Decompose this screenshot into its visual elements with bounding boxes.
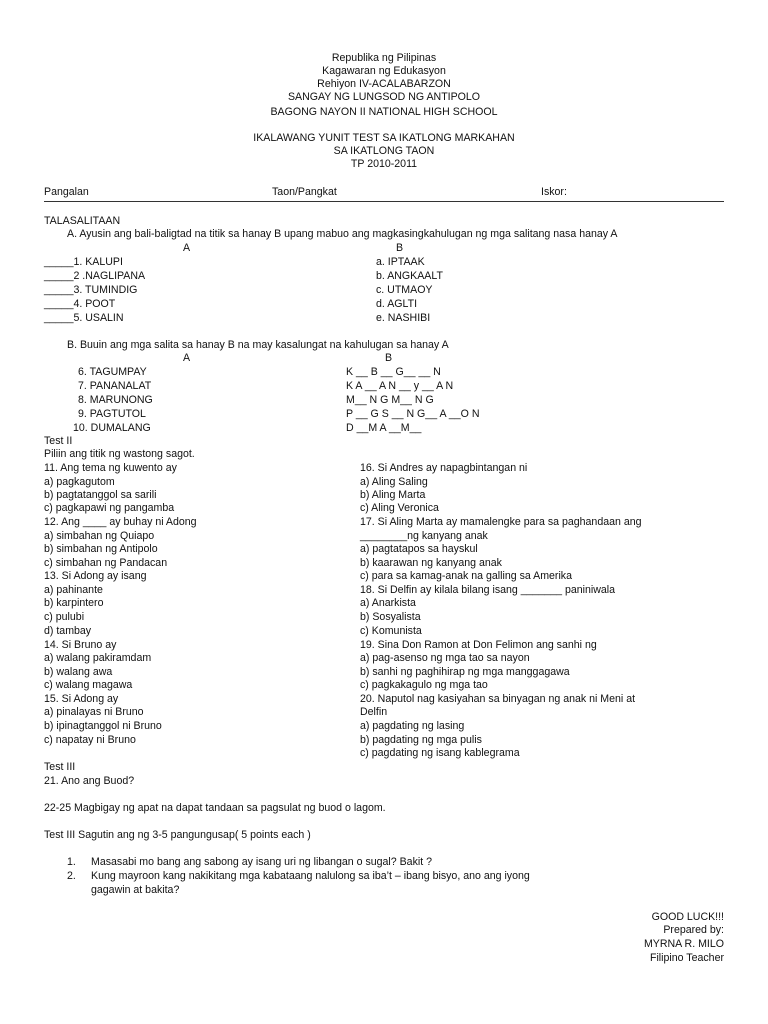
header-divider bbox=[44, 201, 724, 202]
part-b-item-9: 9. PAGTUTOL bbox=[78, 408, 146, 420]
republic-line: Republika ng Pilipinas bbox=[331, 52, 437, 64]
test-2-right-line: a) Aling Saling bbox=[360, 476, 428, 488]
prepared-by-label: Prepared by: bbox=[663, 924, 724, 936]
test-2-left-line: c) simbahan ng Pandacan bbox=[44, 557, 168, 569]
test-2-right-line: ________ng kanyang anak bbox=[360, 530, 488, 542]
part-b-item-6: 6. TAGUMPAY bbox=[78, 366, 147, 378]
test-2-left-line: b) walang awa bbox=[44, 666, 113, 678]
test-3-title: Test III bbox=[44, 761, 76, 773]
essay-item-number: 2. bbox=[67, 870, 76, 882]
test-2-left-line: d) tambay bbox=[44, 625, 92, 637]
part-b-answer-6: K __ B __ G__ __ N bbox=[346, 366, 441, 378]
part-a-column-a-heading: A bbox=[183, 242, 191, 254]
department-line: Kagawaran ng Edukasyon bbox=[322, 65, 446, 77]
test-2-left-line: 11. Ang tema ng kuwento ay bbox=[44, 462, 177, 474]
essay-item-number: 1. bbox=[67, 856, 76, 868]
region-line: Rehiyon IV-ACALABARZON bbox=[317, 78, 451, 90]
test-2-left-line: a) pinalayas ni Bruno bbox=[44, 706, 144, 718]
test-2-right-line: b) Sosyalista bbox=[360, 611, 421, 623]
part-b-answer-8: M__ N G M__ N G bbox=[346, 394, 434, 406]
part-a-item-5: _____5. USALIN bbox=[44, 312, 124, 324]
score-label: Iskor: bbox=[541, 186, 567, 198]
essay-question-2-continued: gagawin at bakita? bbox=[91, 884, 180, 896]
test-2-left-line: a) pahinante bbox=[44, 584, 103, 596]
test-2-right-line: c) para sa kamag-anak na galling sa Amerika bbox=[360, 570, 572, 582]
test-2-right-line: b) pagdating ng mga pulis bbox=[360, 734, 482, 746]
part-b-item-7: 7. PANANALAT bbox=[78, 380, 152, 392]
test-2-right-line: c) pagkakagulo ng mga tao bbox=[360, 679, 488, 691]
part-a-choice-a: a. IPTAAK bbox=[376, 256, 425, 268]
test-2-left-line: c) pagkapawi ng pangamba bbox=[44, 502, 175, 514]
test-2-title: Test II bbox=[44, 435, 73, 447]
test-2-right-line: 18. Si Delfin ay kilala bilang isang _______ paniniwala bbox=[360, 584, 616, 596]
part-a-choice-b: b. ANGKAALT bbox=[376, 270, 443, 282]
test-2-right-line: c) Aling Veronica bbox=[360, 502, 439, 514]
test-2-left-line: 12. Ang ____ ay buhay ni Adong bbox=[44, 516, 197, 528]
part-b-instruction: B. Buuin ang mga salita sa hanay B na may kasalungat na kahulugan sa hanay A bbox=[67, 339, 449, 351]
teacher-name: MYRNA R. MILO bbox=[643, 938, 724, 950]
test-2-left-line: b) ipinagtanggol ni Bruno bbox=[44, 720, 162, 732]
test-2-right-line: b) Aling Marta bbox=[360, 489, 426, 501]
part-a-item-1: _____1. KALUPI bbox=[44, 256, 123, 268]
question-22-25: 22-25 Magbigay ng apat na dapat tandaan sa pagsulat ng buod o lagom. bbox=[44, 802, 386, 814]
part-a-instruction: A. Ayusin ang bali-baligtad na titik sa hanay B upang mabuo ang magkasingkahulugan ng mga salitang nasa hanay A bbox=[67, 228, 618, 240]
test-2-left-line: 13. Si Adong ay isang bbox=[44, 570, 147, 582]
test-2-right-line: c) pagdating ng isang kablegrama bbox=[360, 747, 520, 759]
test-2-right-line: Delfin bbox=[360, 706, 388, 718]
test-2-right-line: a) Anarkista bbox=[360, 597, 416, 609]
test-2-right-line: 17. Si Aling Marta ay mamalengke para sa paghandaan ang bbox=[360, 516, 642, 528]
question-21: 21. Ano ang Buod? bbox=[44, 775, 135, 787]
part-a-column-b-heading: B bbox=[396, 242, 404, 254]
school-name: BAGONG NAYON II NATIONAL HIGH SCHOOL bbox=[270, 106, 498, 118]
test-2-right-line: 16. Si Andres ay napagbintangan ni bbox=[360, 462, 528, 474]
test-2-left-line: b) simbahan ng Antipolo bbox=[44, 543, 158, 555]
year-section-label: Taon/Pangkat bbox=[272, 186, 337, 198]
school-year: TP 2010-2011 bbox=[350, 158, 418, 170]
test-2-left-line: b) karpintero bbox=[44, 597, 104, 609]
test-2-left-line: a) walang pakiramdam bbox=[44, 652, 152, 664]
test-title: IKALAWANG YUNIT TEST SA IKATLONG MARKAHAN bbox=[253, 132, 515, 144]
good-luck-note: GOOD LUCK!!! bbox=[651, 911, 724, 923]
teacher-role: Filipino Teacher bbox=[649, 952, 724, 964]
part-a-choice-c: c. UTMAOY bbox=[376, 284, 433, 296]
test-2-instruction: Piliin ang titik ng wastong sagot. bbox=[44, 448, 195, 460]
year-level: SA IKATLONG TAON bbox=[333, 145, 435, 157]
test-2-right-line: a) pag-asenso ng mga tao sa nayon bbox=[360, 652, 530, 664]
section-title-talasalitaan: TALASALITAAN bbox=[44, 215, 121, 227]
essay-section-title: Test III Sagutin ang ng 3-5 pangungusap( 5 points each ) bbox=[44, 829, 311, 841]
part-a-item-3: _____3. TUMINDIG bbox=[44, 284, 138, 296]
essay-question-1: Masasabi mo bang ang sabong ay isang uri ng libangan o sugal? Bakit ? bbox=[91, 856, 432, 868]
test-2-right-line: 19. Sina Don Ramon at Don Felimon ang sanhi ng bbox=[360, 639, 597, 651]
part-a-item-2: _____2 .NAGLIPANA bbox=[44, 270, 146, 282]
part-b-answer-10: D __M A __M__ bbox=[346, 422, 422, 434]
essay-question-2: Kung mayroon kang nakikitang mga kabataang nalulong sa iba’t – ibang bisyo, ano ang iyong bbox=[91, 870, 530, 882]
part-b-answer-7: K A __ A N __ y __ A N bbox=[346, 380, 454, 392]
test-2-left-line: 14. Si Bruno ay bbox=[44, 639, 117, 651]
name-label: Pangalan bbox=[44, 186, 89, 198]
test-2-right-line: a) pagtatapos sa hayskul bbox=[360, 543, 478, 555]
test-2-left-line: a) simbahan ng Quiapo bbox=[44, 530, 155, 542]
part-b-item-8: 8. MARUNONG bbox=[78, 394, 153, 406]
part-b-item-10: 10. DUMALANG bbox=[73, 422, 151, 434]
division-line: SANGAY NG LUNGSOD NG ANTIPOLO bbox=[287, 91, 481, 103]
test-2-right-line: b) kaarawan ng kanyang anak bbox=[360, 557, 502, 569]
test-2-left-line: c) walang magawa bbox=[44, 679, 133, 691]
part-a-item-4: _____4. POOT bbox=[44, 298, 116, 310]
test-2-left-line: c) napatay ni Bruno bbox=[44, 734, 136, 746]
test-2-left-line: a) pagkagutom bbox=[44, 476, 115, 488]
test-2-right-line: c) Komunista bbox=[360, 625, 422, 637]
part-b-answer-9: P __ G S __ N G__ A __O N bbox=[346, 408, 480, 420]
test-2-right-line: b) sanhi ng paghihirap ng mga manggagawa bbox=[360, 666, 570, 678]
part-b-column-a-heading: A bbox=[183, 352, 191, 364]
test-2-left-line: 15. Si Adong ay bbox=[44, 693, 119, 705]
test-2-left-line: b) pagtatanggol sa sarili bbox=[44, 489, 157, 501]
test-2-left-line: c) pulubi bbox=[44, 611, 85, 623]
part-b-column-b-heading: B bbox=[385, 352, 393, 364]
test-2-right-line: 20. Naputol nag kasiyahan sa binyagan ng anak ni Meni at bbox=[360, 693, 636, 705]
test-2-right-line: a) pagdating ng lasing bbox=[360, 720, 465, 732]
part-a-choice-e: e. NASHIBI bbox=[376, 312, 431, 324]
part-a-choice-d: d. AGLTI bbox=[376, 298, 418, 310]
